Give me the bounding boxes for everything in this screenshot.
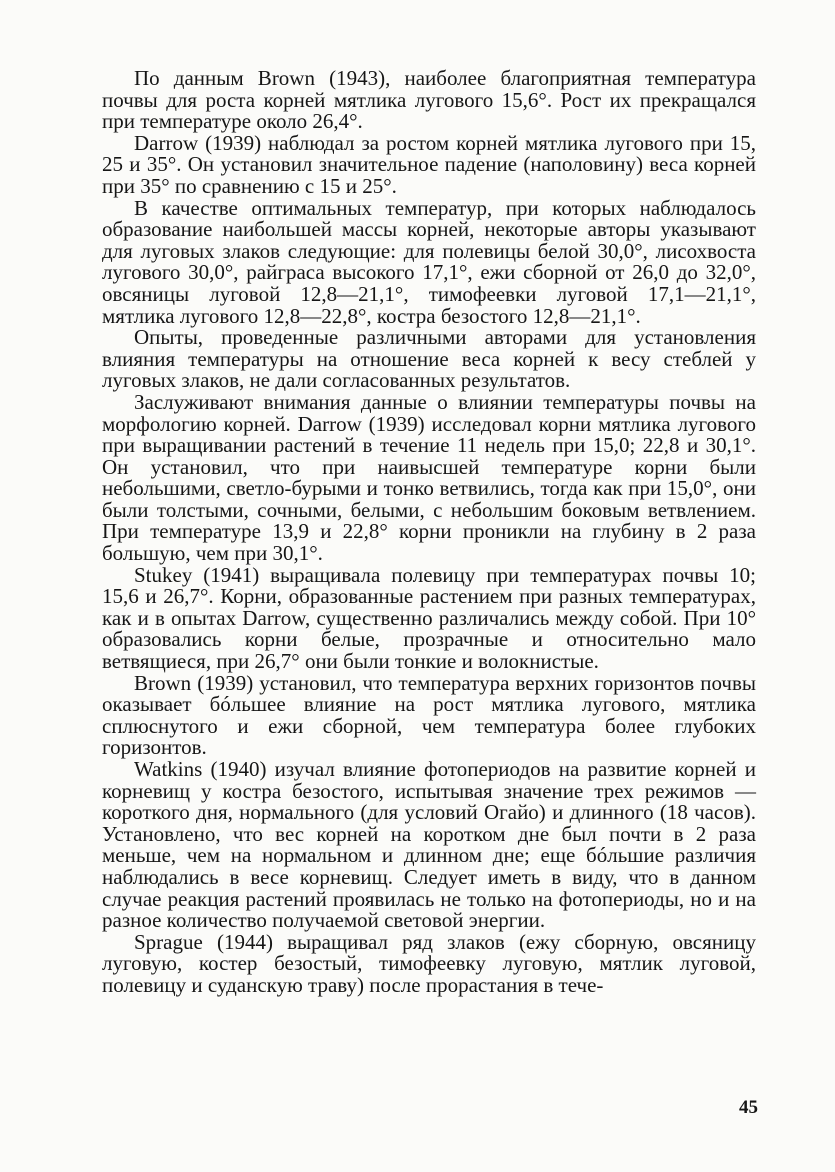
paragraph-watkins-1940: Watkins (1940) изучал влияние фотопериодов на развитие корней и корневищ у костра безостого, испытывая значение трех режимов — короткого дня, нормального (для условий Огайо) и длинного (18 часов). Установлено, что вес корней на коротком дне был почти в 2 раза меньше, чем на нормальном и длинном дне; еще бóльшие различия наблюдались в весе корневищ. Следует иметь в виду, что в данном случае реакция растений проявилась не только на фотопериоды, но и на разное количество получаемой световой энергии.: [102, 757, 756, 933]
paragraph-brown-1939: Brown (1939) установил, что температура верхних горизонтов почвы оказывает бóльшее влияние на рост мятлика лугового, мятлика сплюснутого и ежи сборной, чем температура более глубоких горизонтов.: [102, 670, 756, 760]
paragraph-root-stem-ratio: Опыты, проведенные различными авторами для установления влияния температуры на отношение веса корней к весу стеблей у луговых злаков, не дали согласованных результатов.: [102, 325, 756, 393]
paragraph-darrow-1939: Darrow (1939) наблюдал за ростом корней мятлика лугового при 15, 25 и 35°. Он установил значительное падение (наполовину) веса корней при 35° по сравнению с 15 и 25°.: [102, 130, 756, 198]
paragraph-root-morphology: Заслуживают внимания данные о влиянии температуры почвы на морфологию корней. Darrow (1939) исследовал корни мятлика лугового при выращивании растений в течение 11 недель при 15,0; 22,8 и 30,1°. Он установил, что при наивысшей температуре корни были небольшими, светло-бурыми и тонко ветвились, тогда как при 15,0°, они были толстыми, сочными, белыми, с небольшим боковым ветвлением. При температуре 13,9 и 22,8° корни проникли на глубину в 2 раза большую, чем при 30,1°.: [102, 389, 756, 566]
paragraph-brown-1943: По данным Brown (1943), наиболее благоприятная температура почвы для роста корней мятлика лугового 15,6°. Рост их прекращался при температуре около 26,4°.: [102, 66, 756, 134]
paragraph-optimal-temperatures: В качестве оптимальных температур, при которых наблюдалось образование наибольшей массы корней, некоторые авторы указывают для луговых злаков следующие: для полевицы белой 30,0°, лисохвоста лугового 30,0°, райграса высокого 17,1°, ежи сборной от 26,0 до 32,0°, овсяницы луговой 12,8—21,1°, тимофеевки луговой 17,1—21,1°, мятлика лугового 12,8—22,8°, костра безостого 12,8—21,1°.: [102, 195, 756, 328]
paragraph-stukey-1941: Stukey (1941) выращивала полевицу при температурах почвы 10; 15,6 и 26,7°. Корни, образованные растением при разных температурах, как и в опытах Darrow, существенно различались между собой. При 10° образовались корни белые, прозрачные и относительно мало ветвящиеся, при 26,7° они были тонкие и волокнистые.: [102, 562, 756, 674]
paragraph-sprague-1944: Sprague (1944) выращивал ряд злаков (ежу сборную, овсяницу луговую, костер безостый, тимофеевку луговую, мятлик луговой, полевицу и суданскую траву) после прорастания в тече-: [102, 929, 756, 997]
body-text: [102, 68, 756, 997]
page-number: 45: [739, 1097, 758, 1118]
